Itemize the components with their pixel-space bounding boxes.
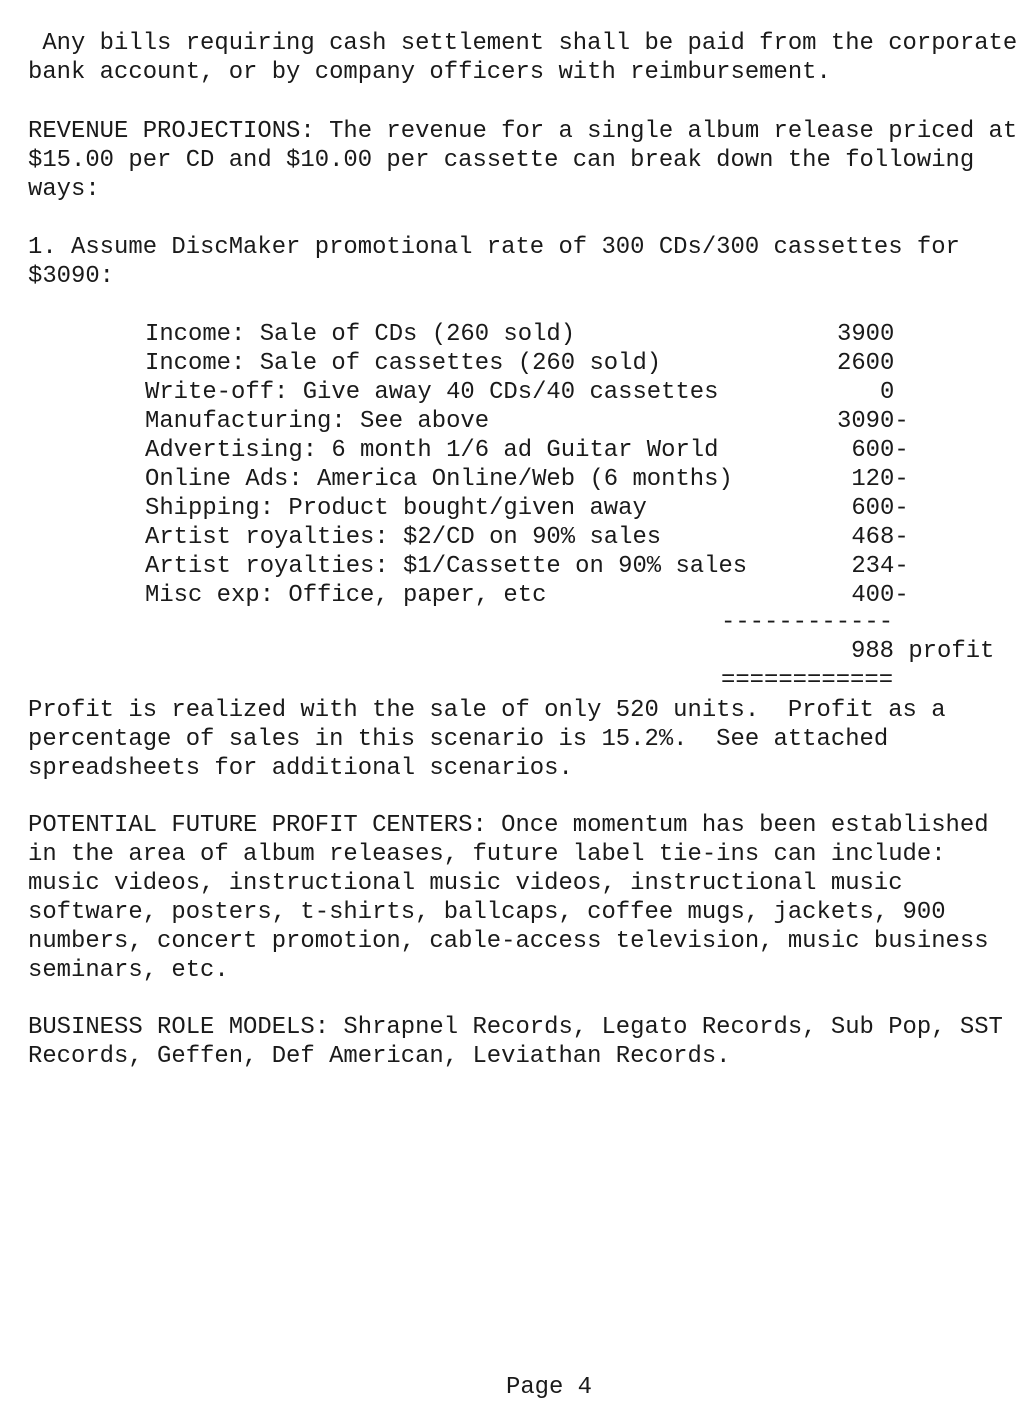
ledger-label: Income: Sale of cassettes (260 sold) — [145, 350, 662, 377]
ledger-row — [145, 436, 1005, 465]
text-line: in the area of album releases, future label tie-ins can include: — [28, 841, 946, 868]
ledger-amount: 0 — [837, 379, 895, 406]
subtotal-rule: ------------ — [721, 609, 894, 636]
ledger-row — [145, 349, 1005, 378]
ledger-row — [145, 552, 1005, 581]
text-line: software, posters, t-shirts, ballcaps, coffee mugs, jackets, 900 — [28, 899, 946, 926]
ledger-row — [145, 378, 1005, 407]
text-line: Any bills requiring cash settlement shall be paid from the corporate — [28, 30, 1018, 57]
ledger-amount: 600- — [837, 495, 909, 522]
text-line: REVENUE PROJECTIONS: The revenue for a single album release priced at — [28, 118, 1018, 145]
text-line: spreadsheets for additional scenarios. — [28, 755, 573, 782]
ledger-label: Online Ads: America Online/Web (6 months) — [145, 466, 733, 493]
text-line: POTENTIAL FUTURE PROFIT CENTERS: Once momentum has been established — [28, 812, 989, 839]
text-line: $15.00 per CD and $10.00 per cassette can break down the following — [28, 147, 975, 174]
page-number: Page 4 — [506, 1374, 593, 1401]
text-line: BUSINESS ROLE MODELS: Shrapnel Records, Legato Records, Sub Pop, SST — [28, 1014, 1003, 1041]
text-line: ways: — [28, 176, 100, 203]
text-line: Profit is realized with the sale of only 520 units. Profit as a — [28, 697, 946, 724]
ledger-amount: 600- — [837, 437, 909, 464]
ledger-label: Shipping: Product bought/given away — [145, 495, 647, 522]
ledger-row — [145, 320, 1005, 349]
ledger-amount: 120- — [837, 466, 909, 493]
text-line: numbers, concert promotion, cable-access television, music business — [28, 928, 989, 955]
ledger-row — [145, 523, 1005, 552]
ledger-label: Artist royalties: $1/Cassette on 90% sales — [145, 553, 748, 580]
ledger-row — [145, 581, 1005, 610]
text-line: Records, Geffen, Def American, Leviathan Records. — [28, 1043, 731, 1070]
text-line: 1. Assume DiscMaker promotional rate of 300 CDs/300 cassettes for — [28, 234, 960, 261]
text-line: music videos, instructional music videos, instructional music — [28, 870, 903, 897]
ledger-amount: 2600 — [837, 350, 895, 377]
ledger-row — [145, 494, 1005, 523]
text-line: percentage of sales in this scenario is 15.2%. See attached — [28, 726, 889, 753]
ledger-amount: 3090- — [837, 408, 909, 435]
ledger-label: Misc exp: Office, paper, etc — [145, 582, 547, 609]
ledger-label: Manufacturing: See above — [145, 408, 490, 435]
ledger-label: Artist royalties: $2/CD on 90% sales — [145, 524, 662, 551]
ledger-amount: 468- — [837, 524, 909, 551]
ledger-label: Write-off: Give away 40 CDs/40 cassettes — [145, 379, 719, 406]
text-line: bank account, or by company officers with reimbursement. — [28, 59, 831, 86]
ledger-row — [145, 407, 1005, 436]
total-rule: ============ — [721, 667, 894, 694]
ledger-total: 988 profit — [851, 638, 995, 665]
text-line: $3090: — [28, 263, 115, 290]
ledger-amount: 400- — [837, 582, 909, 609]
ledger-row — [145, 465, 1005, 494]
ledger-label: Advertising: 6 month 1/6 ad Guitar World — [145, 437, 719, 464]
ledger-label: Income: Sale of CDs (260 sold) — [145, 321, 576, 348]
ledger-amount: 3900 — [837, 321, 895, 348]
text-line: seminars, etc. — [28, 957, 229, 984]
ledger-amount: 234- — [837, 553, 909, 580]
